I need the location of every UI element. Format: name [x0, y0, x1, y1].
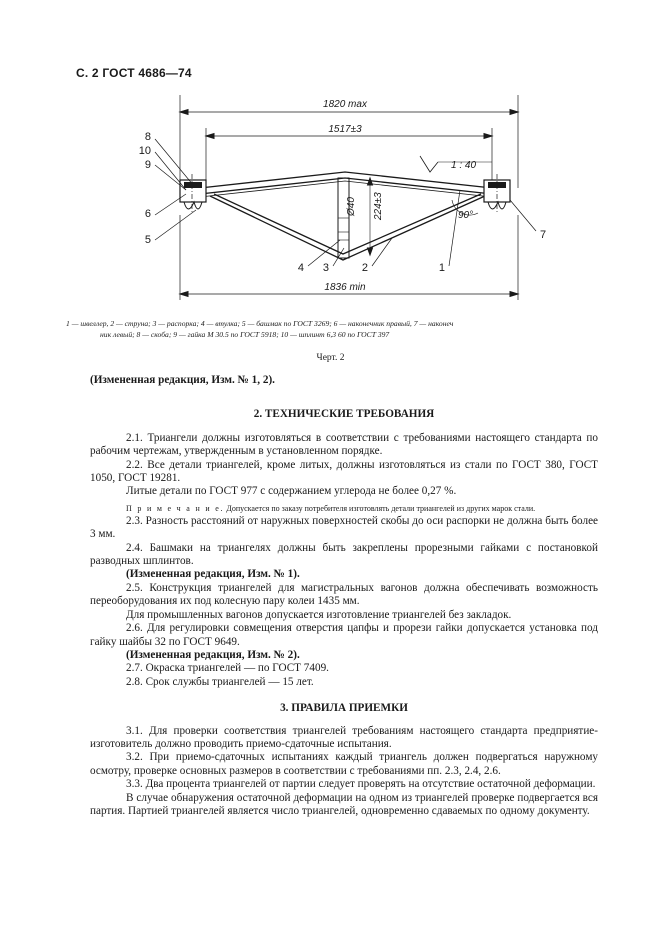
legend-line-2: ник левый; 8 — скоба; 9 — гайка М 30.5 по ГОСТ 5918; 10 — шплинт 6,3 60 по ГОСТ 397	[100, 330, 390, 339]
revision-note-2: (Измененная редакция, Изм. № 2).	[126, 648, 300, 661]
callout-7: 7	[540, 229, 547, 241]
note	[90, 503, 598, 515]
callout-10: 10	[138, 145, 151, 157]
callout-8: 8	[144, 131, 151, 143]
paragraph-2-2b: Литые детали по ГОСТ 977 с содержанием углерода не более 0,27 %.	[126, 485, 457, 498]
paragraph-2-6: 2.6. Для регулировки совмещения отверстия цапфы и прорези гайки допускается установка под гайку шайбы 32 по ГОСТ 9649.	[90, 622, 598, 648]
paragraph-2-2: 2.2. Все детали триангелей, кроме литых, должны изготовляться из стали по ГОСТ 380, ГОСТ 1050, ГОСТ 19281.	[90, 458, 598, 485]
paragraph-2-5: 2.5. Конструкция триангелей для магистральных вагонов должна обеспечивать возможность переоборудования их под колесную пару колеи 1435 мм.	[90, 581, 598, 608]
document-body	[90, 374, 598, 818]
revision-note: (Измененная редакция, Изм. № 1, 2).	[90, 374, 275, 386]
callout-4: 4	[297, 262, 304, 274]
note-label: П р и м е ч а н и е.	[126, 503, 225, 513]
right-end-assembly	[484, 174, 510, 212]
callout-1: 1	[438, 262, 445, 274]
dim-text-1836: 1836 min	[324, 282, 366, 293]
paragraph-2-8: 2.8. Срок службы триангелей — 15 лет.	[126, 675, 314, 688]
callout-5: 5	[144, 234, 151, 246]
section-title-3: 3. ПРАВИЛА ПРИЕМКИ	[280, 702, 408, 715]
dimension-center	[206, 124, 492, 185]
channel-beam	[200, 172, 492, 197]
dim-text-height: 224±3	[373, 192, 384, 220]
paragraph-2-4: 2.4. Башмаки на триангелях должны быть закреплены прорезными гайками с постановкой разводных шплинтов.	[90, 541, 598, 568]
paragraph-3-3b: В случае обнаружения остаточной деформации на одном из триангелей проверке подвергается вся партия. Партией триангелей является число триангелей, одновременно сдаваемых по одному документу.	[90, 791, 598, 817]
paragraph-2-3: 2.3. Разность расстояний от наружных поверхностей скобы до оси распорки не должна быть более 3 мм.	[90, 514, 598, 541]
dim-text-angle: 90°	[458, 210, 474, 221]
paragraph-3-3: 3.3. Два процента триангелей от партии следует проверять на отсутствие остаточной деформации.	[126, 778, 596, 791]
figure-caption: Черт. 2	[316, 353, 345, 363]
dimension-overall-max	[180, 95, 518, 188]
note-text: Допускается по заказу потребителя изготовлять детали триангелей из других марок стали.	[224, 503, 536, 513]
revision-note-1: (Измененная редакция, Изм. № 1).	[126, 568, 300, 581]
page-header: С. 2 ГОСТ 4686—74	[76, 66, 192, 80]
figure-legend	[66, 318, 596, 340]
paragraph-2-1: 2.1. Триангели должны изготовляться в соответствии с требованиями настоящего стандарта по рабочим чертежам, утвержденным в установленном порядке.	[90, 431, 598, 458]
left-end-assembly	[180, 174, 206, 212]
taper-mark	[420, 156, 492, 221]
dim-text-diameter: Ø40	[346, 197, 357, 216]
callout-6: 6	[144, 208, 151, 220]
legend-line-1: 1 — швеллер, 2 — струна; 3 — распорка; 4 — втулка; 5 — башмак по ГОСТ 3269; 6 — наконечник правый, 7 — наконеч	[66, 319, 454, 328]
dim-text-1517: 1517±3	[328, 124, 362, 135]
callout-3: 3	[322, 262, 329, 274]
section-title-2: 2. ТЕХНИЧЕСКИЕ ТРЕБОВАНИЯ	[253, 408, 435, 421]
dim-text-taper: 1 : 40	[451, 160, 477, 171]
paragraph-3-2: 3.2. При приемо-сдаточных испытаниях каждый триангель должен подвергаться наружному осмотру, проверке основных размеров в соответствии с требованиями пп. 2.3, 2.4, 2.6.	[90, 751, 598, 777]
paragraph-2-5b: Для промышленных вагонов допускается изготовление триангелей без закладок.	[126, 608, 512, 621]
callout-2: 2	[361, 262, 368, 274]
paragraph-2-7: 2.7. Окраска триангелей — по ГОСТ 7409.	[126, 662, 329, 675]
dim-text-1820: 1820 max	[323, 99, 367, 110]
paragraph-3-1: 3.1. Для проверки соответствия триангелей требованиям настоящего стандарта предприятие-изготовитель должно проводить приемо-сдаточные испытания.	[90, 724, 598, 750]
triangle-drawing	[100, 90, 560, 305]
callout-9: 9	[144, 159, 151, 171]
